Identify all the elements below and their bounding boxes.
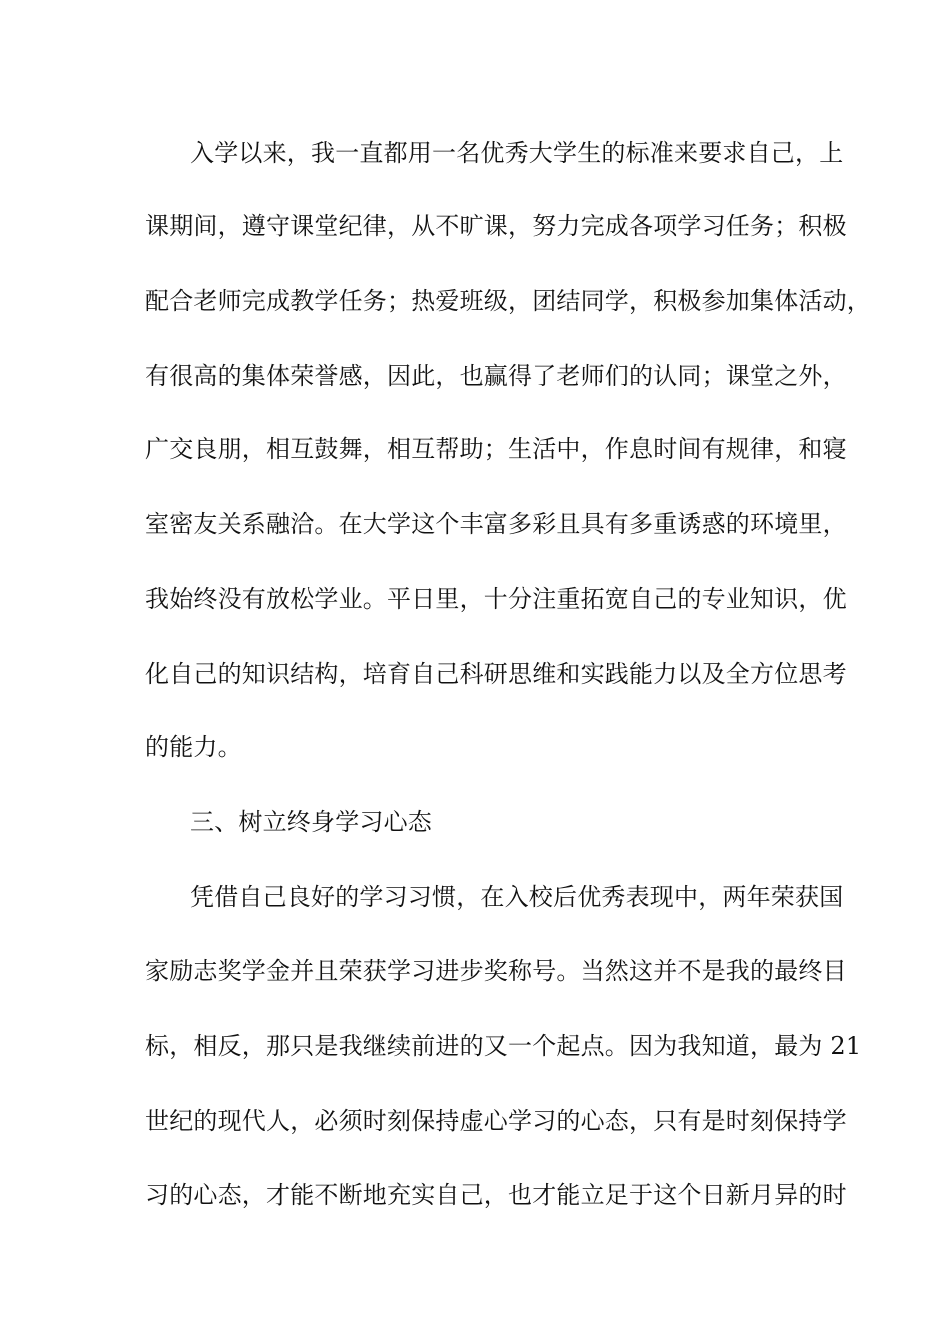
paragraph-line: 课期间，遵守课堂纪律，从不旷课，努力完成各项学习任务；积极 <box>145 212 847 240</box>
paragraph-line: 凭借自己良好的学习习惯，在入校后优秀表现中，两年荣获国 <box>190 883 844 911</box>
paragraph-line: 的能力。 <box>145 733 242 761</box>
paragraph-line: 世纪的现代人，必须时刻保持虚心学习的心态，只有是时刻保持学 <box>145 1107 847 1135</box>
paragraph-line: 配合老师完成教学任务；热爱班级，团结同学，积极参加集体活动， <box>145 287 871 315</box>
paragraph-line: 广交良朋，相互鼓舞，相互帮助；生活中，作息时间有规律，和寝 <box>145 435 847 463</box>
paragraph-line: 入学以来，我一直都用一名优秀大学生的标准来要求自己，上 <box>190 139 844 167</box>
paragraph-line: 室密友关系融洽。在大学这个丰富多彩且具有多重诱惑的环境里， <box>145 510 847 538</box>
section-heading: 三、树立终身学习心态 <box>190 808 432 836</box>
paragraph-line: 我始终没有放松学业。平日里，十分注重拓宽自己的专业知识，优 <box>145 585 847 613</box>
paragraph-line: 家励志奖学金并且荣获学习进步奖称号。当然这并不是我的最终目 <box>145 957 847 985</box>
paragraph-line: 有很高的集体荣誉感，因此，也赢得了老师们的认同；课堂之外， <box>145 362 847 390</box>
paragraph-line: 习的心态，才能不断地充实自己，也才能立足于这个日新月异的时 <box>145 1181 847 1209</box>
paragraph-line: 标，相反，那只是我继续前进的又一个起点。因为我知道，最为 21 <box>145 1032 862 1060</box>
paragraph-line: 化自己的知识结构，培育自己科研思维和实践能力以及全方位思考 <box>145 660 847 688</box>
